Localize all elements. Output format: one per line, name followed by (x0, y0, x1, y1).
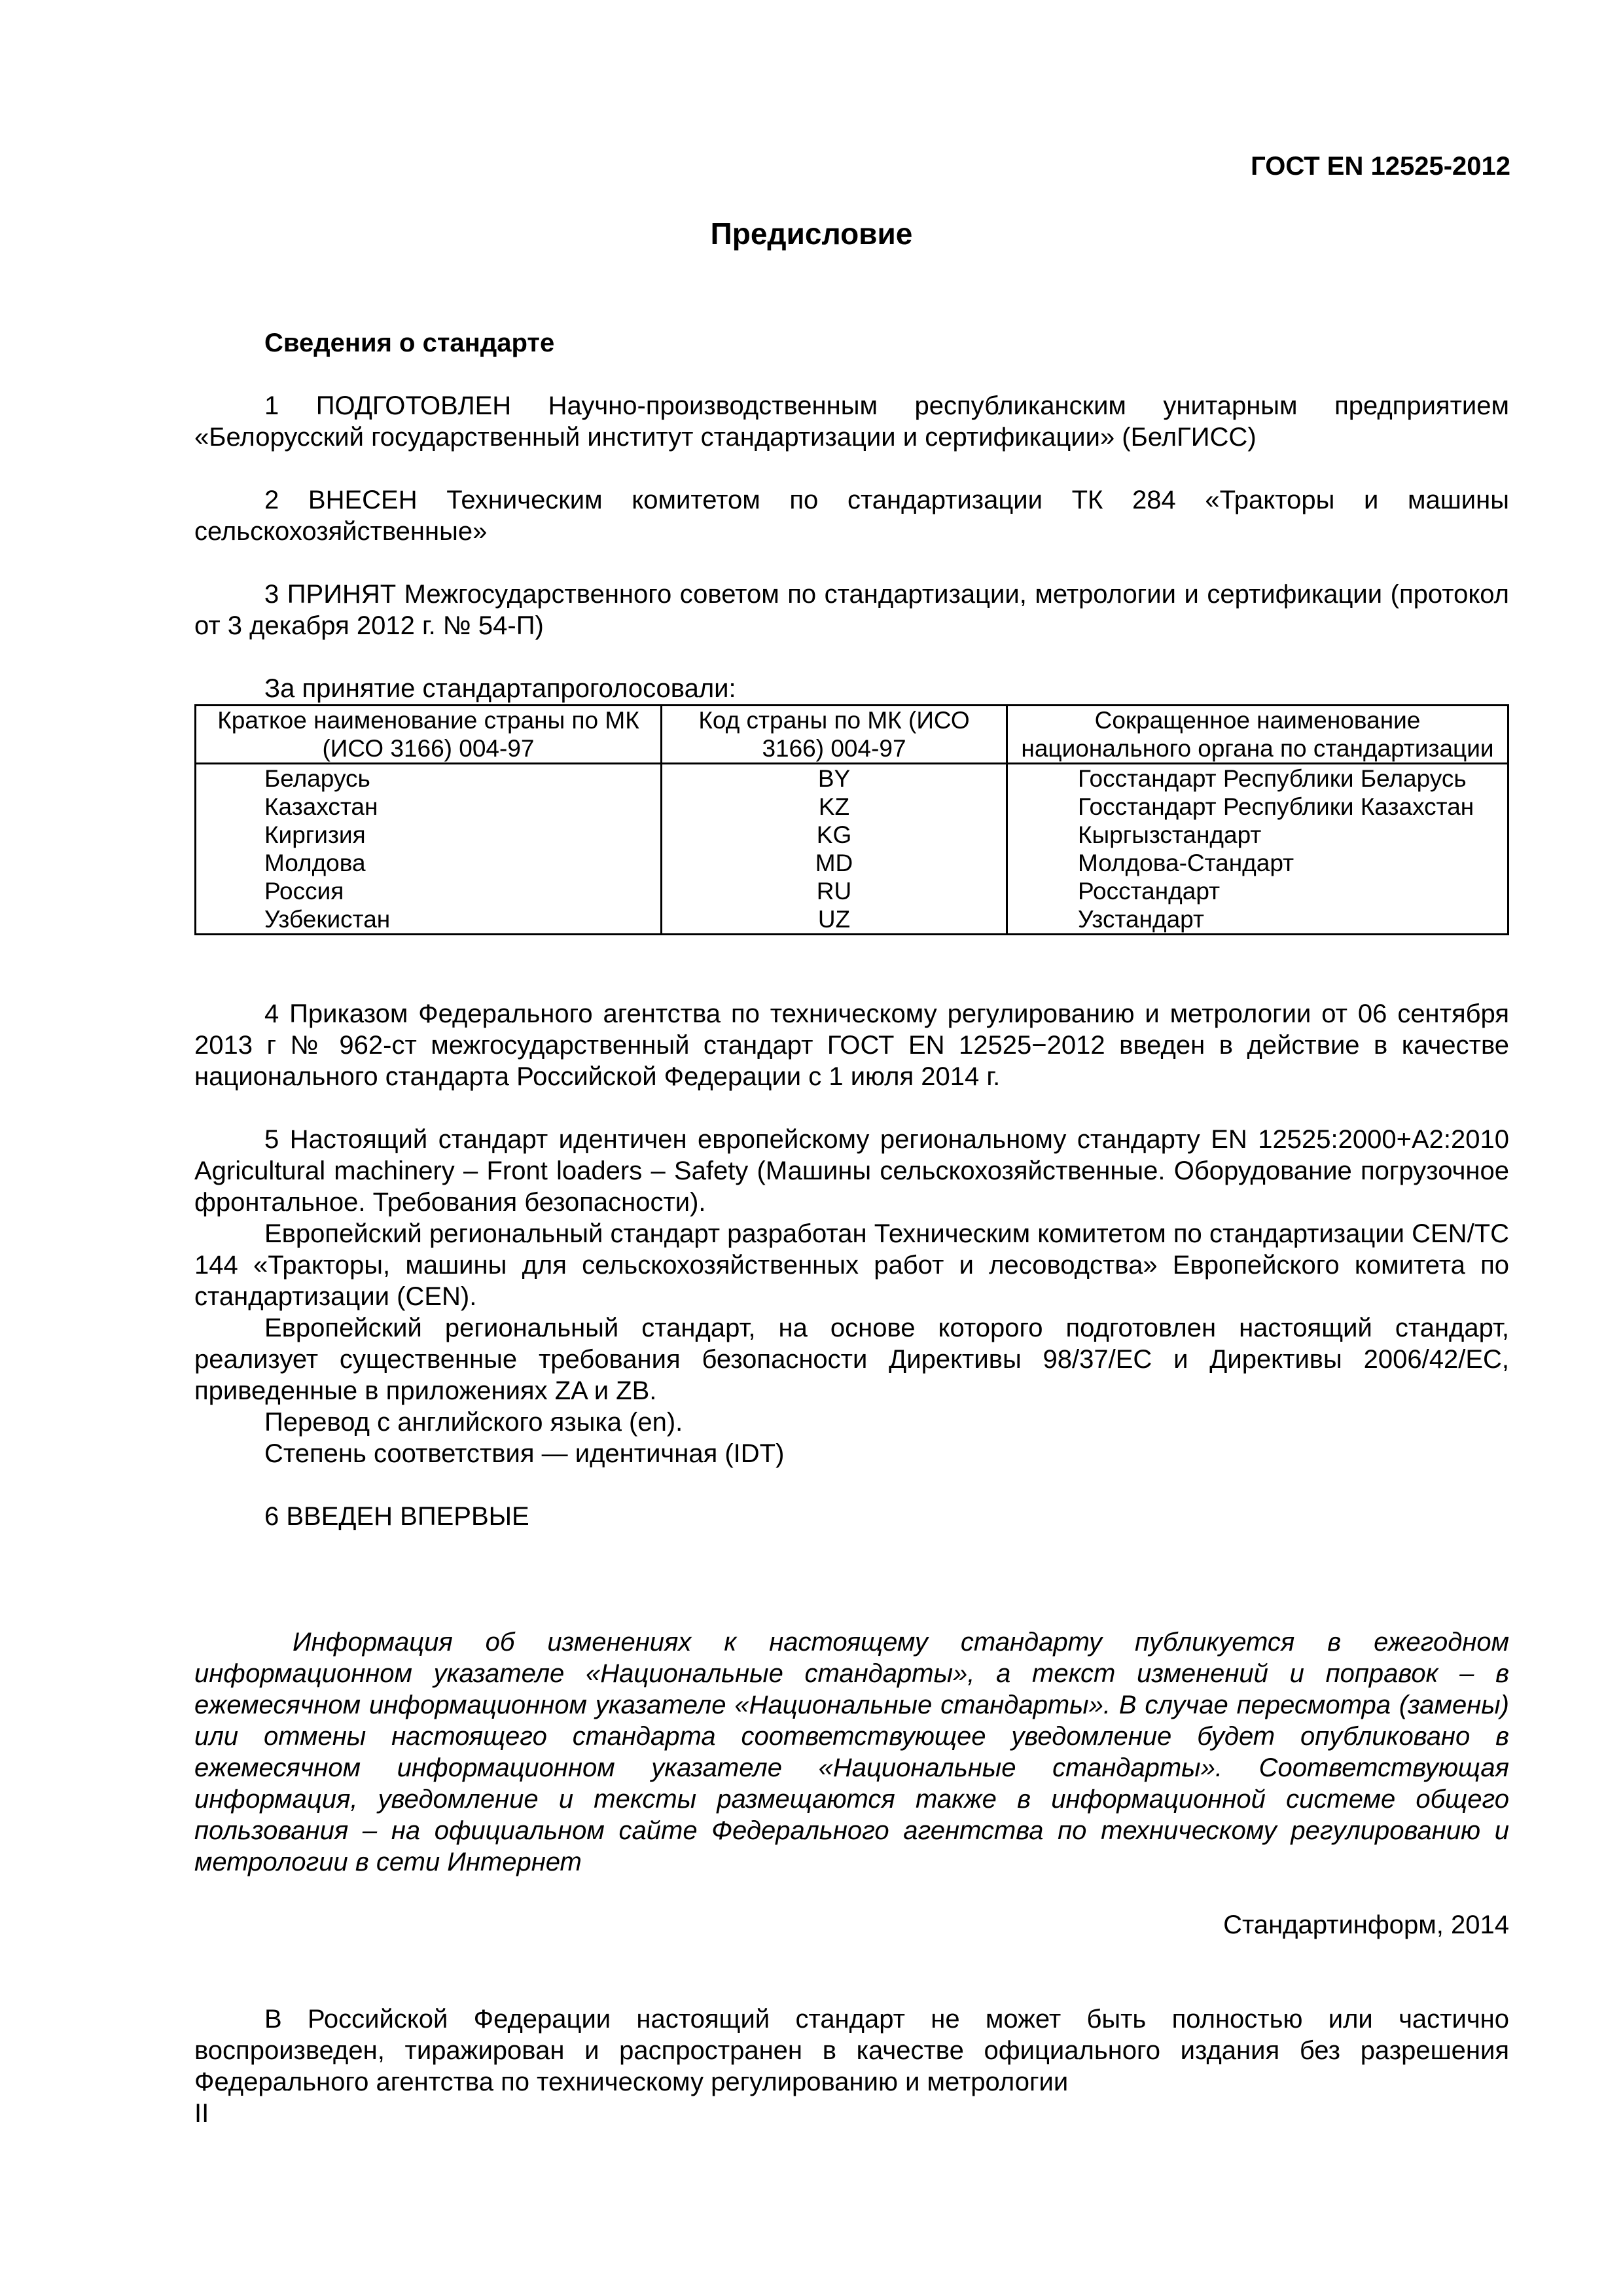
info-notice: Информация об изменениях к настоящему стандарту публикуется в ежегодном информационном указателе «Национальные стандарты», а текст изменений и поправок – в ежемесячном информационном указателе «Национальные стандарты». В случае пересмотра (замены) или отмены настоящего стандарта соответствующее уведомление будет опубликовано в ежемесячном информационном указателе «Национальные стандарты». Соответствующая информация, уведомление и тексты размещаются также в информационной системе общего пользования – на официальном сайте Федерального агентства по техническому регулированию и метрологии в сети Интернет (194, 1628, 1509, 1876)
country-name: Беларусь (196, 764, 662, 793)
voting-table (194, 704, 1509, 935)
section-heading: Сведения о стандарте (264, 329, 555, 357)
page-number: II (194, 2099, 209, 2128)
national-body: Госстандарт Республики Беларусь (1007, 764, 1508, 793)
copyright-notice: В Российской Федерации настоящий стандарт не может быть полностью или частично воспроизведен, тиражирован и распространен в качестве официального издания без разрешения Федерального агентства по техническому регулированию и метрологии (194, 2005, 1509, 2096)
country-code: RU (662, 877, 1007, 905)
standard-number: ГОСТ EN 12525-2012 (1251, 152, 1510, 181)
national-body: Кыргызстандарт (1007, 821, 1508, 849)
item-prepared: 1 ПОДГОТОВЛЕН Научно-производственным республиканским унитарным предприятием «Белорусский государственный институт стандартизации и сертификации» (БелГИСС) (194, 391, 1509, 452)
page-title: Предисловие (710, 217, 913, 251)
voting-intro: За принятие стандартапроголосовали: (264, 674, 736, 703)
item-identical-directives: Европейский региональный стандарт, на основе которого подготовлен настоящий стандарт, реализует существенные требования безопасности Директивы 98/37/EC и Директивы 2006/42/EC, приведенные в приложениях ZA и ZB. (194, 1314, 1509, 1405)
item-identical-translation: Перевод с английского языка (en). (264, 1408, 683, 1437)
country-code: BY (662, 764, 1007, 793)
country-name: Узбекистан (196, 905, 662, 935)
table-row (196, 905, 1508, 935)
table-row (196, 821, 1508, 849)
item-first-introduced: 6 ВВЕДЕН ВПЕРВЫЕ (264, 1502, 529, 1531)
country-code: MD (662, 849, 1007, 877)
country-name: Россия (196, 877, 662, 905)
national-body: Госстандарт Республики Казахстан (1007, 793, 1508, 821)
table-row (196, 877, 1508, 905)
item-identical-degree: Степень соответствия — идентичная (IDT) (264, 1439, 785, 1468)
item-adopted: 3 ПРИНЯТ Межгосударственного советом по стандартизации, метрологии и сертификации (протокол от 3 декабря 2012 г. № 54-П) (194, 580, 1509, 640)
national-body: Молдова-Стандарт (1007, 849, 1508, 877)
country-code: UZ (662, 905, 1007, 935)
table-row (196, 764, 1508, 793)
item-enacted: 4 Приказом Федерального агентства по техническому регулированию и метрологии от 06 сентября 2013 г № 962-ст межгосударственный стандарт ГОСТ EN 12525−2012 введен в действие в качестве национального стандарта Российской Федерации с 1 июля 2014 г. (194, 999, 1509, 1091)
table-row (196, 849, 1508, 877)
header-national-body: Сокращенное наименование национального органа по стандартизации (1007, 706, 1508, 764)
country-code: KZ (662, 793, 1007, 821)
table-row (196, 793, 1508, 821)
country-name: Молдова (196, 849, 662, 877)
item-identical-developer: Европейский региональный стандарт разработан Техническим комитетом по стандартизации CEN/TC 144 «Тракторы, машины для сельскохозяйственных работ и лесоводства» Европейского комитета по стандартизации (CEN). (194, 1219, 1509, 1311)
header-country-name: Краткое наименование страны по МК (ИСО 3166) 004-97 (196, 706, 662, 764)
national-body: Узстандарт (1007, 905, 1508, 935)
header-country-code: Код страны по МК (ИСО 3166) 004-97 (662, 706, 1007, 764)
country-code: KG (662, 821, 1007, 849)
country-name: Киргизия (196, 821, 662, 849)
country-name: Казахстан (196, 793, 662, 821)
document-body (194, 327, 1509, 2129)
item-identical: 5 Настоящий стандарт идентичен европейскому региональному стандарту EN 12525:2000+A2:2010 Agricultural machinery – Front loaders – Safety (Машины сельскохозяйственные. Оборудование погрузочное фронтальное. Требования безопасности). (194, 1125, 1509, 1217)
table-header-row (196, 706, 1508, 764)
national-body: Росстандарт (1007, 877, 1508, 905)
item-submitted: 2 ВНЕСЕН Техническим комитетом по стандартизации ТК 284 «Тракторы и машины сельскохозяйственные» (194, 486, 1509, 546)
publisher: Стандартинформ, 2014 (1223, 1910, 1509, 1939)
